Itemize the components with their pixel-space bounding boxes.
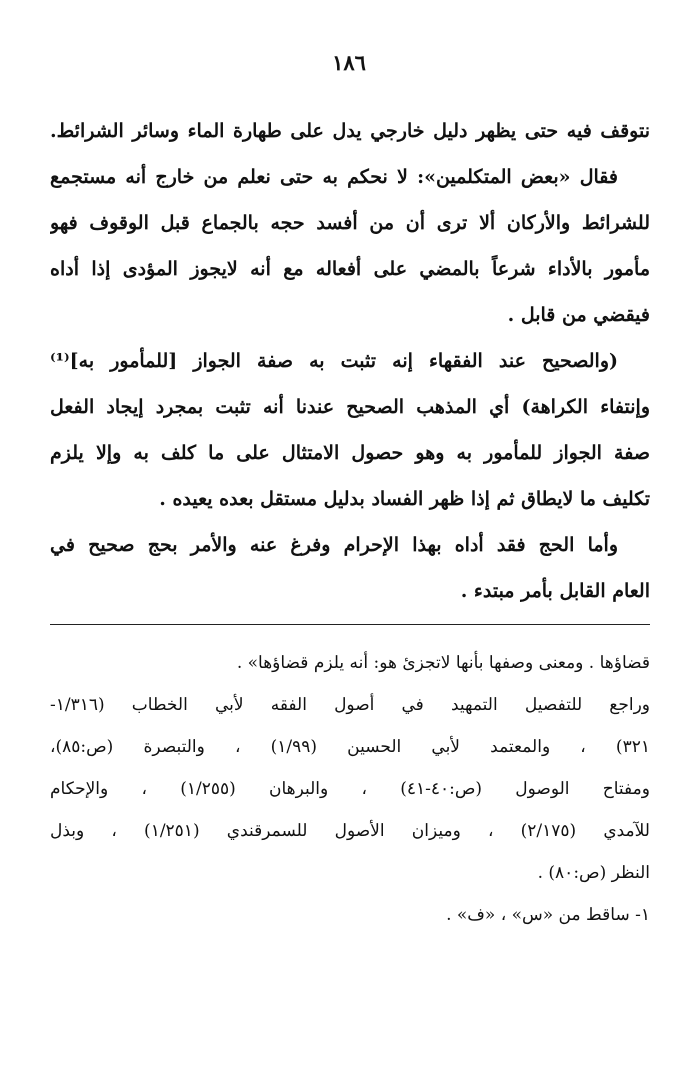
main-text	[50, 108, 650, 614]
footnotes	[50, 642, 650, 936]
footnote-line: وراجع للتفصيل التمهيد في أصول الفقه لأبي الخطاب (١/٣١٦-	[50, 695, 650, 715]
footnote-divider	[50, 624, 650, 625]
text-line: نتوقف فيه حتى يظهر دليل خارجي يدل على طهارة الماء وسائر الشرائط.	[50, 120, 650, 142]
footnote-line: النظر (ص:٨٠) .	[537, 863, 650, 883]
text-line: العام القابل بأمر مبتدء .	[460, 580, 650, 602]
text-line: وأما الحج فقد أداه بهذا الإحرام وفرغ عنه والأمر بحج صحيح في	[50, 534, 618, 556]
footnote-line: ٣٢١) ، والمعتمد لأبي الحسين (١/٩٩) ، والتبصرة (ص:٨٥)،	[50, 737, 650, 757]
text-line: فيقضي من قابل .	[507, 304, 650, 326]
text-line: للشرائط والأركان ألا ترى أن من أفسد حجه بالجماع قبل الوقوف فهو	[50, 212, 650, 234]
text-line: مأمور بالأداء شرعاً بالمضي على أفعاله مع أنه لايجوز المؤدى إذا أداه	[50, 258, 650, 280]
footnote-line: للآمدي (٢/١٧٥) ، وميزان الأصول للسمرقندي (١/٢٥١) ، وبذل	[50, 821, 650, 841]
footnote-line: ومفتاح الوصول (ص:٤٠-٤١) ، والبرهان (١/٢٥٥) ، والإحكام	[50, 779, 650, 799]
text-line: صفة الجواز للمأمور به وهو حصول الامتثال على ما كلف به وإلا يلزم	[50, 442, 650, 464]
footnote-line: قضاؤها . ومعنى وصفها بأنها لاتجزئ هو: أنه يلزم قضاؤها» .	[236, 653, 650, 673]
text-line: فقال «بعض المتكلمين»: لا نحكم به حتى نعلم من خارج أنه مستجمع	[50, 166, 618, 188]
text-line: وإنتفاء الكراهة) أي المذهب الصحيح عندنا أنه تثبت بمجرد إيجاد الفعل	[50, 396, 650, 418]
text-line: (والصحيح عند الفقهاء إنه تثبت به صفة الجواز [للمأمور به]⁽¹⁾	[50, 350, 618, 372]
text-line: تكليف ما لايطاق ثم إذا ظهر الفساد بدليل مستقل بعده يعيده .	[159, 488, 650, 510]
footnote-line: ١- ساقط من «س» ، «ف» .	[446, 905, 650, 925]
page-number: ١٨٦	[332, 50, 366, 75]
